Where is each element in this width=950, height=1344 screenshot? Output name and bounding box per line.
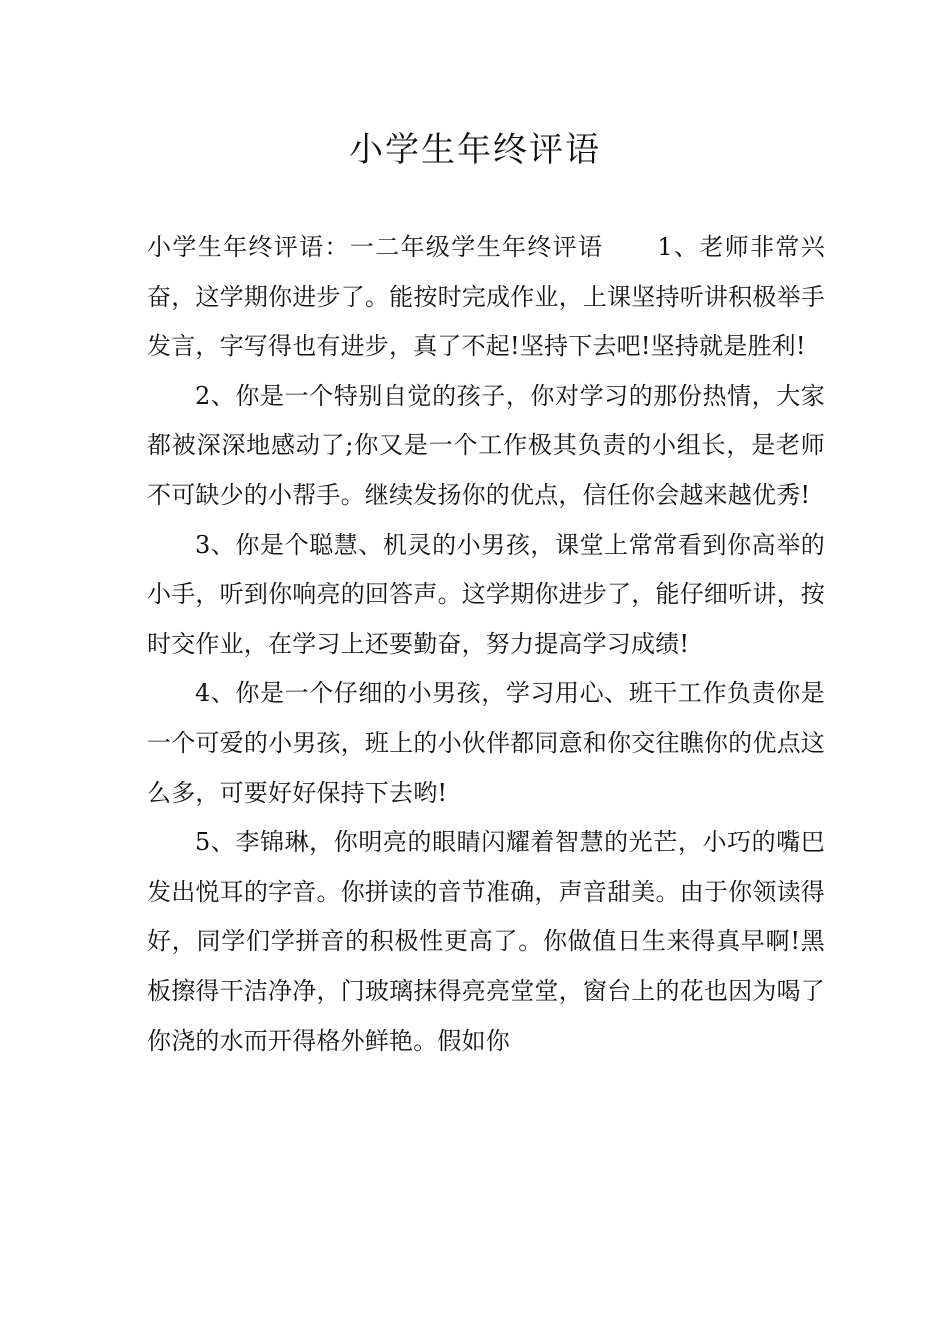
document-body bbox=[147, 223, 825, 1066]
paragraph-5: 5、李锦琳，你明亮的眼睛闪耀着智慧的光芒，小巧的嘴巴发出悦耳的字音。你拼读的音节准确，声音甜美。由于你领读得好，同学们学拼音的积极性更高了。你做值日生来得真早啊!黑板擦得干洁净净，门玻璃抹得亮亮堂堂，窗台上的花也因为喝了你浇的水而开得格外鲜艳。假如你 bbox=[147, 828, 825, 1055]
intro-paragraph bbox=[147, 223, 825, 372]
intro-text: 1、老师非常兴奋，这学期你进步了。能按时完成作业，上课坚持听讲积极举手发言，字写得也有进步，真了不起!坚持下去吧!坚持就是胜利! bbox=[147, 233, 825, 361]
intro-subtitle: 小学生年终评语：一二年级学生年终评语 bbox=[147, 233, 604, 261]
paragraph-2: 2、你是一个特别自觉的孩子，你对学习的那份热情，大家都被深深地感动了;你又是一个工作极其负责的小组长，是老师不可缺少的小帮手。继续发扬你的优点，信任你会越来越优秀! bbox=[147, 381, 825, 509]
document-title: 小学生年终评语 bbox=[349, 130, 601, 170]
paragraph-3: 3、你是个聪慧、机灵的小男孩，课堂上常常看到你高举的小手，听到你响亮的回答声。这学期你进步了，能仔细听讲，按时交作业，在学习上还要勤奋，努力提高学习成绩! bbox=[147, 530, 825, 658]
paragraph-4: 4、你是一个仔细的小男孩，学习用心、班干工作负责你是一个可爱的小男孩，班上的小伙伴都同意和你交往瞧你的优点这么多，可要好好保持下去哟! bbox=[147, 679, 825, 807]
